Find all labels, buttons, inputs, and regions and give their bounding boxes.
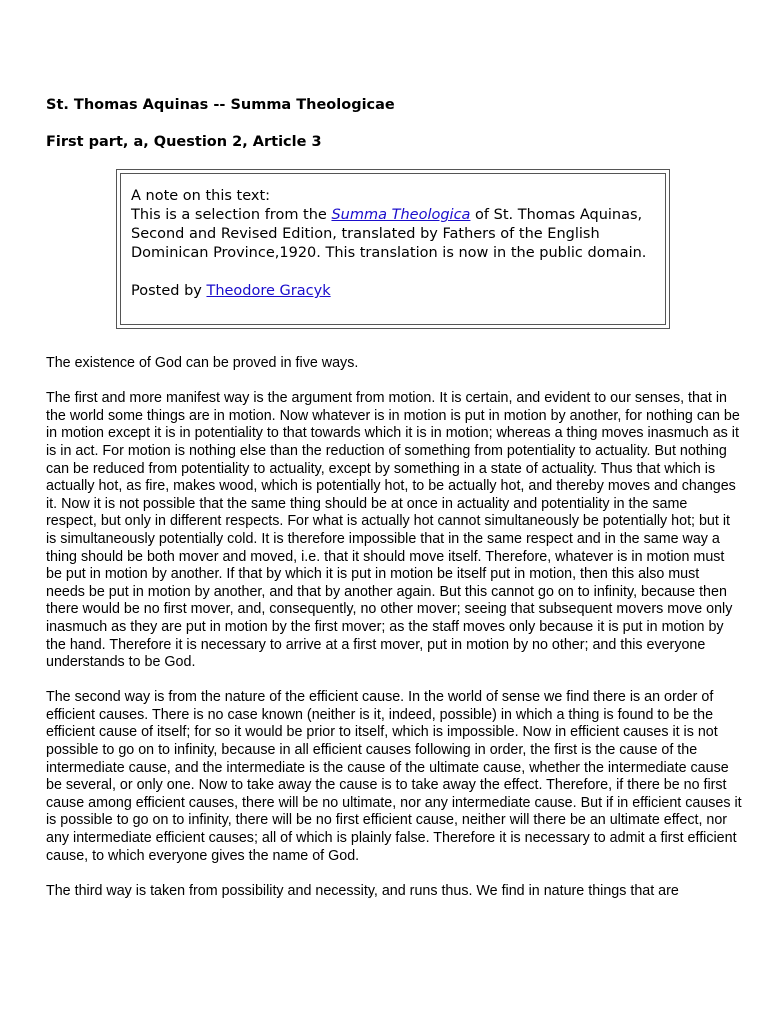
page-title: St. Thomas Aquinas -- Summa Theologicae: [46, 97, 395, 113]
note-box-inner: [120, 173, 666, 325]
note-box: [116, 169, 670, 329]
page-subtitle: First part, a, Question 2, Article 3: [46, 134, 322, 150]
paragraph-intro: The existence of God can be proved in five ways.: [46, 355, 359, 371]
note-text-before-link: This is a selection from the: [131, 207, 332, 223]
note-body: [131, 206, 655, 263]
note-heading: A note on this text:: [131, 188, 271, 204]
posted-by-line: [131, 282, 655, 301]
author-link[interactable]: Theodore Gracyk: [206, 283, 331, 299]
paragraph-third-way: The third way is taken from possibility and necessity, and runs thus. We find in nature things that are: [46, 882, 679, 899]
posted-by-label: Posted by: [131, 283, 207, 299]
article-body: [46, 355, 742, 918]
note-text-after-link: of St. Thomas Aquinas, Second and Revised Edition, translated by Fathers of the English Dominican Province,1920. This translation is now in the public domain.: [131, 207, 647, 261]
summa-theologica-link[interactable]: Summa Theologica: [331, 207, 471, 223]
paragraph-second-way: The second way is from the nature of the efficient cause. In the world of sense we find there is an order of efficient causes. There is no case known (neither is it, indeed, possible) in which a thing is found to be the efficient cause of itself; for so it would be prior to itself, which is impossible. Now in efficient causes it is not possible to go on to infinity, because in all efficient causes following in order, the first is the cause of the intermediate cause, and the intermediate is the cause of the ultimate cause, whether the intermediate cause be several, or only one. Now to take away the cause is to take away the effect. Therefore, if there be no first cause among efficient causes, there will be no ultimate, nor any intermediate cause. But if in efficient causes it is possible to go on to infinity, there will be no first efficient cause, neither will there be an ultimate effect, nor any intermediate efficient causes; all of which is plainly false. Therefore it is necessary to admit a first efficient cause, to which everyone gives the name of God.: [46, 689, 742, 864]
note-spacer: [131, 263, 655, 282]
paragraph-first-way: The first and more manifest way is the argument from motion. It is certain, and evident to our senses, that in the world some things are in motion. Now whatever is in motion is put in motion by another, for nothing can be in motion except it is in potentiality to that towards which it is in motion; whereas a thing moves inasmuch as it is in act. For motion is nothing else than the reduction of something from potentiality to actuality. But nothing can be reduced from potentiality to actuality, except by something in a state of actuality. Thus that which is actually hot, as fire, makes wood, which is potentially hot, to be actually hot, and thereby moves and changes it. Now it is not possible that the same thing should be at once in actuality and potentiality in the same respect, but only in different respects. For what is actually hot cannot simultaneously be potentially hot; but it is simultaneously potentially cold. It is therefore impossible that in the same respect and in the same way a thing should be both mover and moved, i.e. that it should move itself. Therefore, whatever is in motion must be put in motion by another. If that by which it is put in motion be itself put in motion, then this also must needs be put in motion by another, and that by another again. But this cannot go on to infinity, because then there would be no first mover, and, consequently, no other mover; seeing that subsequent movers move only inasmuch as they are put in motion by the first mover; as the staff moves only because it is put in motion by the hand. Therefore it is necessary to arrive at a first mover, put in motion by no other; and this everyone understands to be God.: [46, 390, 740, 671]
